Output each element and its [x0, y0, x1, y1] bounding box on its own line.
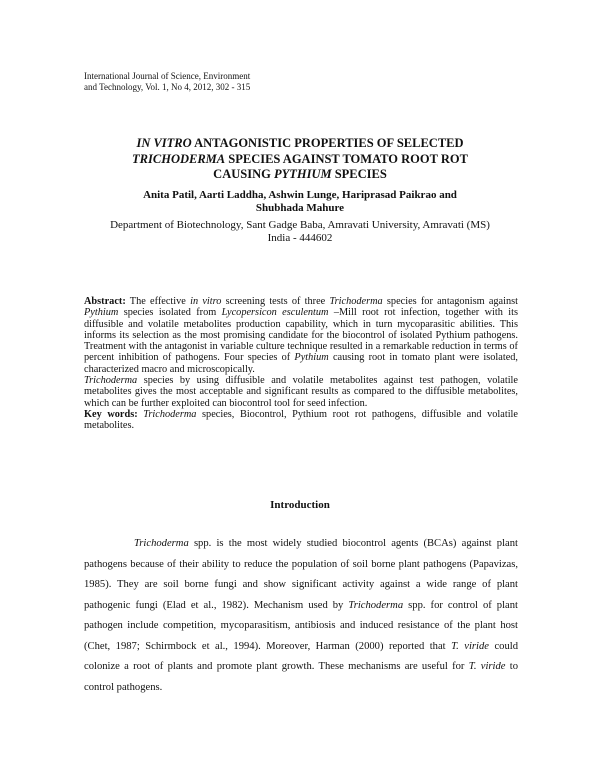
authors-line-2: Shubhada Mahure	[255, 202, 345, 214]
keywords-italic: Trichoderma	[143, 408, 197, 420]
author-list	[70, 189, 530, 215]
title-text-3a: CAUSING	[213, 167, 274, 181]
abstract-italic: Trichoderma	[84, 375, 138, 387]
keywords	[84, 409, 518, 432]
title-text-2: SPECIES AGAINST TOMATO ROOT ROT	[225, 151, 468, 166]
abstract-italic: in vitro	[190, 296, 222, 307]
paper-title	[70, 136, 530, 183]
title-italic-3: PYTHIUM	[273, 167, 332, 181]
abstract-italic: Pythium	[294, 352, 329, 364]
title-line-1	[70, 136, 530, 152]
abstract-italic: Trichoderma	[329, 296, 383, 307]
abstract-text: The effective	[125, 296, 191, 307]
abstract-section	[84, 296, 518, 432]
title-italic-2: TRICHODERMA	[132, 151, 226, 166]
journal-citation	[84, 71, 250, 93]
abstract-text: species for antagonism against	[382, 296, 518, 307]
abstract-paragraph-2	[84, 375, 518, 409]
authors-line-1: Anita Patil, Aarti Laddha, Ashwin Lunge, Hariprasad Paikrao and	[143, 189, 457, 201]
intro-italic: T. viride	[468, 661, 506, 672]
journal-line-2: and Technology, Vol. 1, No 4, 2012, 302 - 315	[84, 82, 251, 92]
intro-text: to control pathogens.	[84, 661, 518, 693]
abstract-text: causing root in tomato plant were isolated, characterized macro and microscopically.	[84, 352, 518, 375]
intro-italic: Trichoderma	[348, 599, 404, 611]
affiliation-line-1: Department of Biotechnology, Sant Gadge Baba, Amravati University, Amravati (MS)	[110, 219, 490, 231]
abstract-italic: Pythium	[84, 307, 119, 319]
abstract-italic: Lycopersicon esculentum	[221, 307, 329, 319]
affiliation	[70, 219, 530, 245]
intro-text: could colonize a root of plants and promote plant growth. These mechanisms are useful for	[84, 640, 518, 672]
keywords-text: species, Biocontrol, Pythium root rot pathogens, diffusible and volatile metabolites.	[84, 408, 518, 432]
abstract-paragraph	[84, 296, 518, 375]
title-line-2	[70, 152, 530, 168]
abstract-label: Abstract:	[84, 296, 126, 307]
introduction-paragraph	[84, 534, 518, 698]
abstract-text: species by using diffusible and volatile metabolites against test pathogen, volatile metabolites gives the most acceptable and significant results as compared to the diffusible metabolites, which can be further exploited can biocontrol tool for seed infection.	[84, 375, 518, 409]
title-line-3	[70, 167, 530, 183]
introduction-body	[84, 534, 518, 698]
intro-italic: Trichoderma	[134, 538, 189, 549]
title-italic-1: IN VITRO	[136, 136, 192, 150]
abstract-text: –Mill root rot infection, together with its diffusible and volatile metabolites production capability, which in turn mycoparasitic abilities. This informs its selection as the most promising candidate for the biocontrol of isolated Pythium pathogens. Treatment with the antagonist in variable culture technique resulted in a remarkable reduction in terms of percent inhibition of pathogens. Four species of	[84, 307, 518, 364]
abstract-text: species isolated from	[118, 307, 222, 319]
title-text-3b: SPECIES	[331, 167, 387, 181]
intro-italic: T. viride	[451, 640, 489, 652]
title-text-1: ANTAGONISTIC PROPERTIES OF SELECTED	[191, 136, 464, 150]
affiliation-line-2: India - 444602	[267, 232, 333, 244]
introduction-heading: Introduction	[270, 499, 330, 511]
intro-text: spp. for control of plant pathogen include competition, mycoparasitism, antibiosis and induced resistance of the plant host (Chet, 1987; Schirmbock et al., 1994). Moreover, Harman (2000) reported that	[84, 599, 518, 652]
abstract-text: screening tests of three	[221, 296, 330, 307]
journal-line-1: International Journal of Science, Environment	[84, 71, 251, 81]
intro-text: spp. is the most widely studied biocontrol agents (BCAs) against plant pathogens because of their ability to reduce the population of soil borne plant pathogens (Papavizas, 1985). They are soil borne fungi and show significant activity against a wide range of plant pathogenic fungi (Elad et al., 1982). Mechanism used by	[84, 538, 518, 611]
keywords-label: Key words:	[84, 408, 138, 420]
